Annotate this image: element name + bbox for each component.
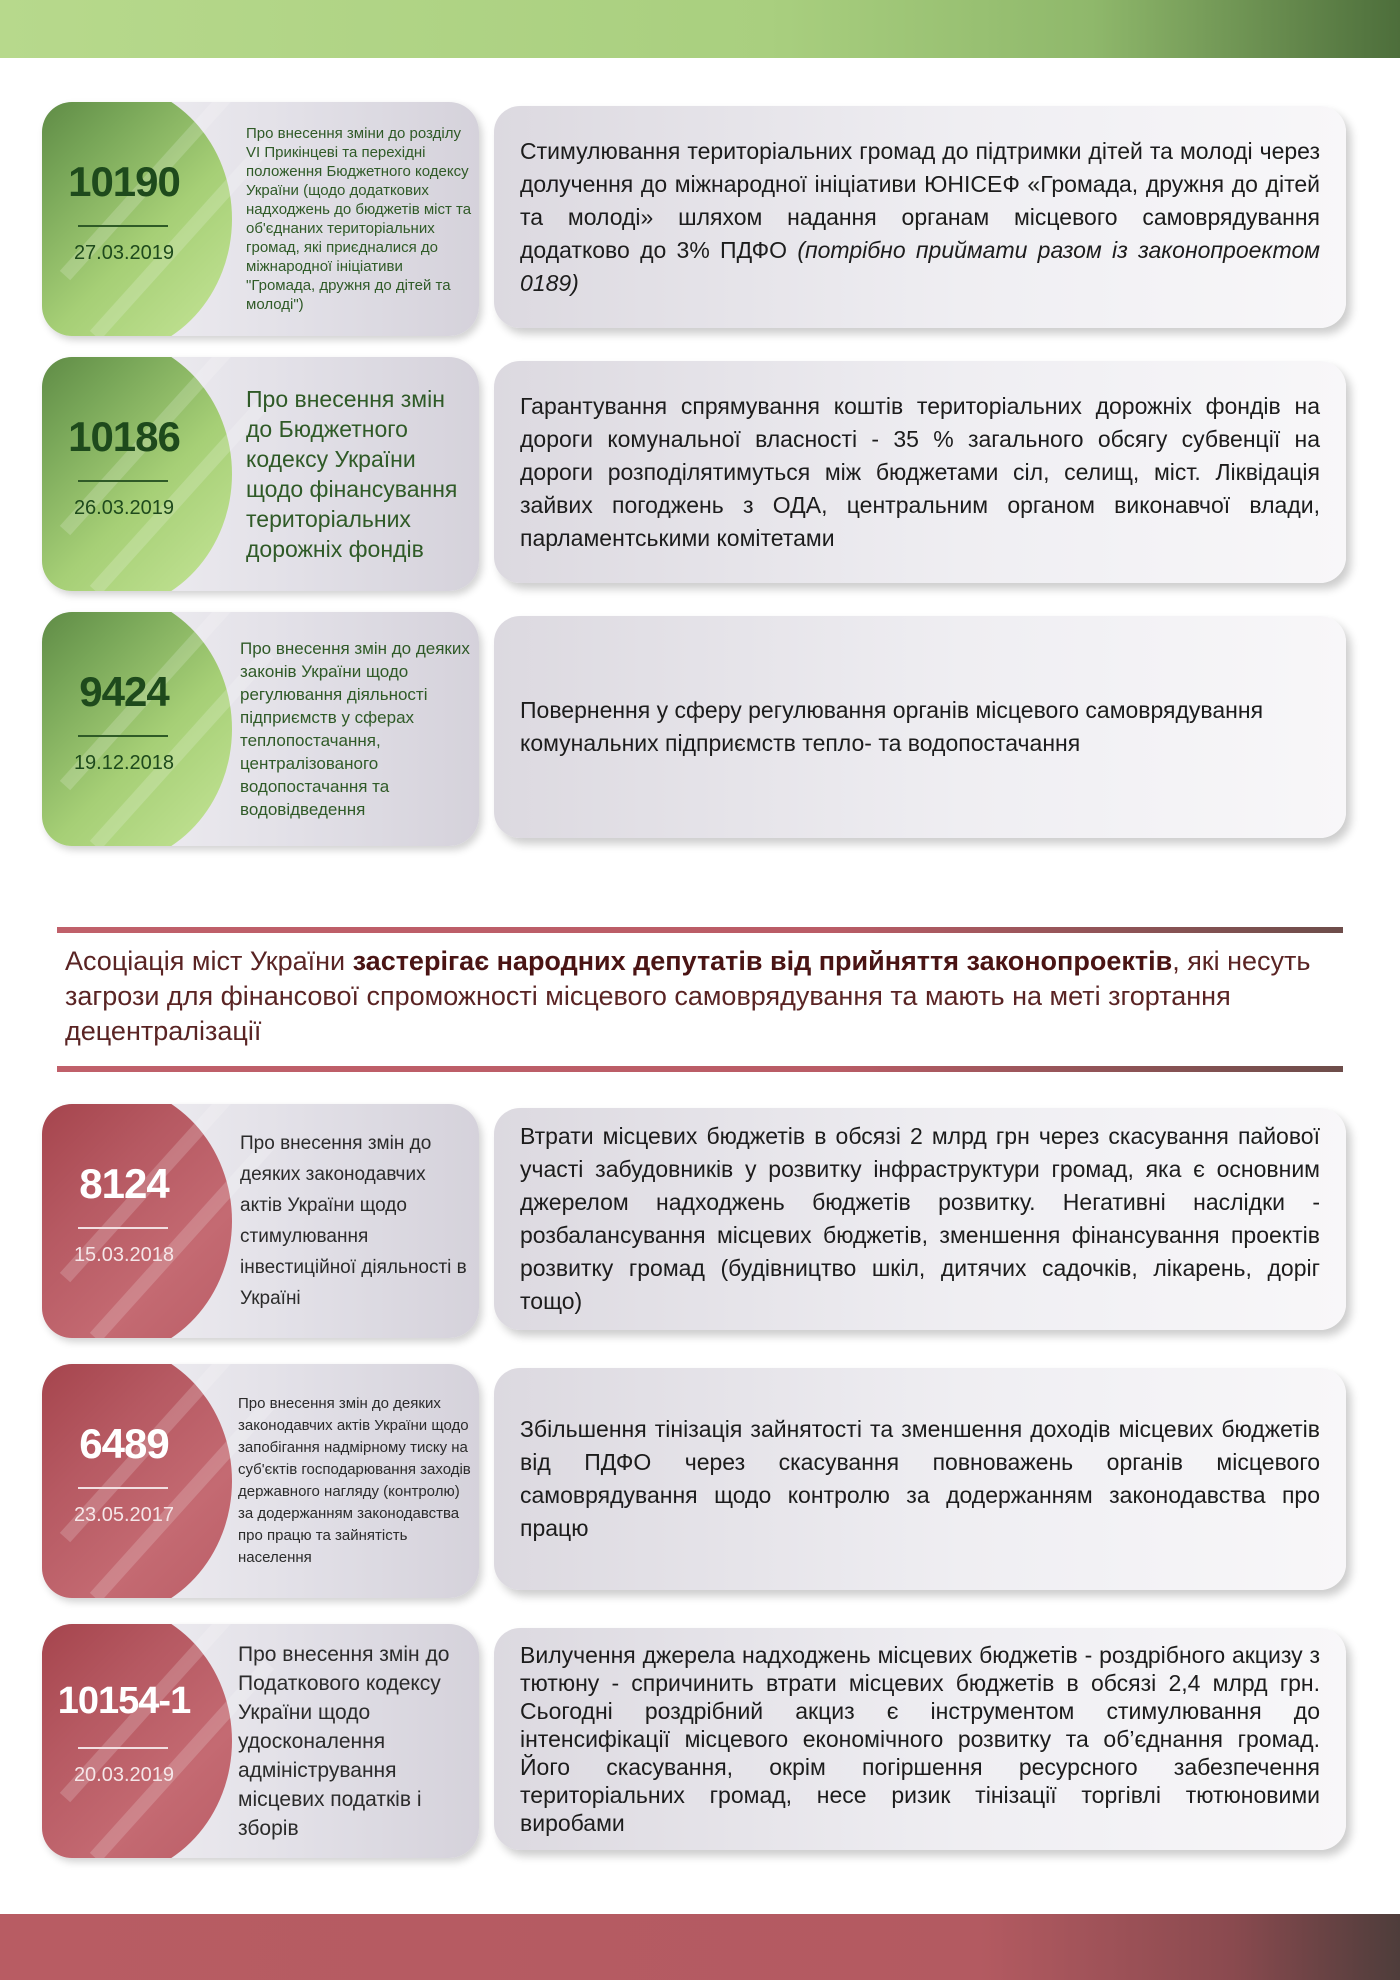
bill-date: 27.03.2019 bbox=[73, 242, 175, 264]
bill-title: Про внесення змін до Бюджетного кодексу України щодо фінансування територіальних дорожніх фондів bbox=[246, 386, 458, 562]
bill-row bbox=[42, 1364, 1352, 1600]
bottom-decorative-bar bbox=[0, 1914, 1400, 1980]
bill-badge bbox=[42, 1624, 479, 1858]
bill-date: 23.05.2017 bbox=[73, 1504, 175, 1526]
divider bbox=[78, 480, 168, 482]
bill-number: 10186 bbox=[68, 413, 180, 460]
bill-date: 19.12.2018 bbox=[73, 752, 175, 774]
bill-description: Гарантування спрямування коштів територіальних дорожніх фондів на дороги комунальної власності - 35 % загального обсягу субвенції на дороги розподілятимуться між бюджетами сіл, селищ, міст. Ліквідація зайвих погоджень з ОДА, центральним органом виконавчої влади, парламентськими комітетами bbox=[520, 392, 1320, 551]
bill-description-card bbox=[494, 616, 1346, 838]
bill-row bbox=[42, 1104, 1352, 1340]
bill-badge bbox=[42, 1364, 479, 1598]
bill-number: 6489 bbox=[79, 1420, 169, 1467]
divider bbox=[78, 1227, 168, 1229]
bill-description-text: Стимулювання територіальних громад до підтримки дітей та молоді через долучення до міжнародної ініціативи ЮНІСЕФ «Громада, дружня до дітей та молоді» шляхом надання органам місцевого самоврядування додатково до 3% ПДФО bbox=[520, 137, 1320, 263]
divider bbox=[78, 1487, 168, 1489]
bill-number: 10154-1 bbox=[57, 1680, 191, 1722]
bill-number: 8124 bbox=[79, 1160, 169, 1207]
bill-number: 10190 bbox=[68, 158, 180, 205]
warning-tail: , які несуть загрози для фінансової спроможності місцевого самоврядування та мають на меті згортання децентралізації bbox=[65, 946, 1311, 1046]
bill-title: Про внесення змін до деяких законодавчих актів України щодо стимулювання інвестиційної діяльності в Україні bbox=[240, 1133, 467, 1309]
bill-description: Вилучення джерела надходжень місцевих бюджетів - роздрібного акцизу з тютюну - спричинить втрати місцевих бюджетів в обсязі 2,4 млрд грн. Сьогодні роздрібний акциз є інструментом стимулювання до інтенсифікації місцевого економічного розвитку та об’єднання громад. Його скасування, окрім погіршення ресурсного забезпечення територіальних громад, несе ризик тінізації торгівлі тютюновими виробами bbox=[520, 1642, 1320, 1836]
warning-lead: Асоціація міст України bbox=[65, 946, 353, 976]
warning-statement bbox=[65, 944, 1315, 1049]
bill-title: Про внесення зміни до розділу VI Прикінцеві та перехідні положення Бюджетного кодексу України (щодо додаткових надходжень до бюджетів міст та об'єднаних територіальних громад, які приєдналися до міжнародної ініціативи "Громада, дружня до дітей та молоді") bbox=[246, 125, 472, 313]
bill-date: 26.03.2019 bbox=[73, 497, 175, 519]
bill-title: Про внесення змін до Податкового кодексу України щодо удосконалення адміністрування місцевих податків і зборів bbox=[238, 1642, 450, 1840]
warning-bold: застерігає народних депутатів від прийняття законопроектів bbox=[352, 946, 1173, 976]
bill-description-card bbox=[494, 106, 1346, 328]
bill-badge bbox=[42, 612, 479, 846]
bill-description-card bbox=[494, 361, 1346, 583]
bill-badge bbox=[42, 102, 479, 336]
bill-row bbox=[42, 357, 1352, 593]
bill-title: Про внесення змін до деяких законів України щодо регулювання діяльності підприємств у сферах теплопостачання, централізованого водопостачання та водовідведення bbox=[240, 639, 470, 819]
bill-row bbox=[42, 1624, 1352, 1860]
divider bbox=[78, 225, 168, 227]
bill-description: Збільшення тінізація зайнятості та зменшення доходів місцевих бюджетів від ПДФО через скасування повноважень органів місцевого самоврядування щодо контролю за додержанням законодавства про працю bbox=[520, 1416, 1320, 1541]
bill-number: 9424 bbox=[79, 668, 169, 715]
bill-date: 20.03.2019 bbox=[73, 1764, 175, 1786]
warning-top-rule bbox=[57, 927, 1343, 933]
top-decorative-bar bbox=[0, 0, 1400, 58]
bill-date: 15.03.2018 bbox=[73, 1244, 175, 1266]
divider bbox=[78, 735, 168, 737]
bill-description-card bbox=[494, 1628, 1346, 1850]
divider bbox=[78, 1747, 168, 1749]
bill-row bbox=[42, 102, 1352, 338]
bill-title: Про внесення змін до деяких законодавчих актів України щодо запобігання надмірному тиску на суб'єктів господарювання заходів державного нагляду (контролю) за додержанням законодавства про працю та зайнятість населення bbox=[238, 1395, 471, 1566]
bill-description bbox=[520, 135, 1320, 300]
bill-description-card bbox=[494, 1368, 1346, 1590]
bill-description: Повернення у сферу регулювання органів місцевого самоврядування комунальних підприємств тепло- та водопостачання bbox=[520, 697, 1264, 756]
bill-description: Втрати місцевих бюджетів в обсязі 2 млрд грн через скасування пайової участі забудовників у розвитку інфраструктури громад, яка є основним джерелом надходжень бюджетів розвитку. Негативні наслідки - розбалансування місцевих бюджетів, зменшення фінансування проектів розвитку громад (будівництво шкіл, дитячих садочків, лікарень, доріг тощо) bbox=[520, 1123, 1320, 1314]
bill-note: (потрібно приймати разом із законопроектом 0189) bbox=[520, 236, 1321, 296]
bill-badge bbox=[42, 357, 479, 591]
bill-row bbox=[42, 612, 1352, 848]
bill-description-card bbox=[494, 1108, 1346, 1330]
bill-badge bbox=[42, 1104, 479, 1338]
warning-bottom-rule bbox=[57, 1066, 1343, 1072]
